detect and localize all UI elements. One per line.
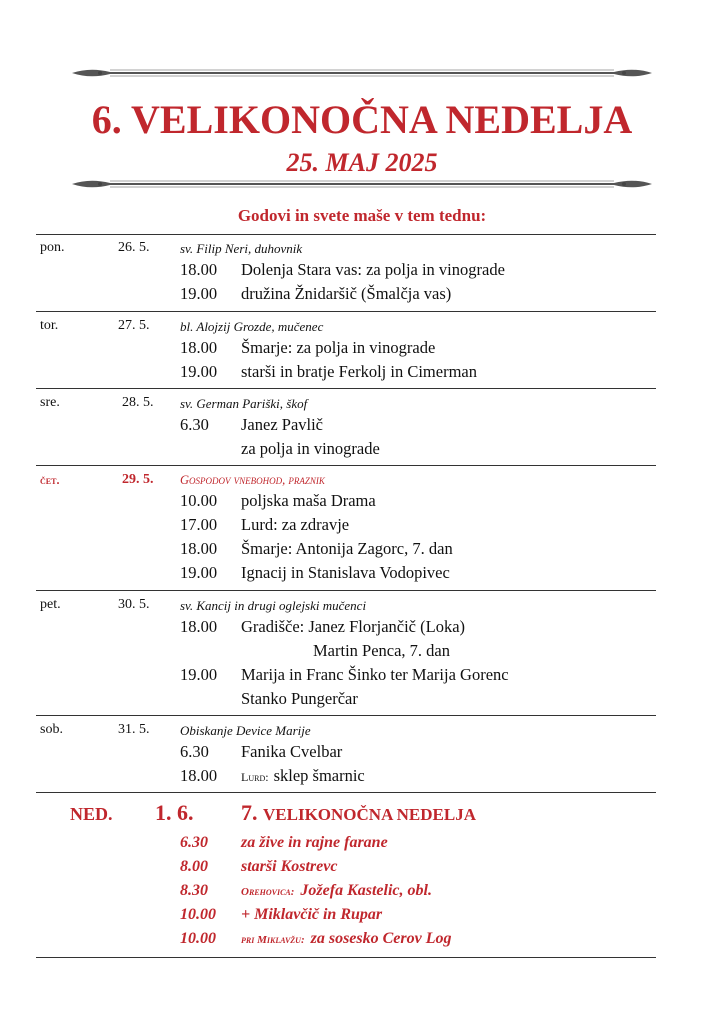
mass-time: 17.00 <box>180 515 218 534</box>
separator-rule <box>36 388 656 389</box>
mass-intention: za polja in vinograde <box>241 439 380 458</box>
mass-intention: Marija in Franc Šinko ter Marija Gorenc <box>241 665 509 684</box>
separator-rule <box>36 792 656 793</box>
mass-intention <box>241 882 432 900</box>
mass-time: 8.00 <box>180 858 208 875</box>
mass-row <box>0 439 724 463</box>
mass-time: 18.00 <box>180 617 218 636</box>
sunday-title <box>241 800 476 826</box>
day-date: 28. 5. <box>122 395 154 410</box>
day-name: pon. <box>40 240 65 255</box>
mass-intention: Gradišče: Janez Florjančič (Loka) <box>241 617 466 636</box>
day-header-wednesday <box>0 395 724 415</box>
mass-row <box>0 491 724 515</box>
ornament-divider-top-icon <box>70 66 654 80</box>
sunday-title-text: VELIKONOČNA NEDELJA <box>263 805 477 824</box>
mass-row <box>0 338 724 362</box>
mass-intention: Dolenja Stara vas: za polja in vinograde <box>241 260 505 279</box>
mass-time: 18.00 <box>180 338 218 357</box>
separator-rule <box>36 957 656 958</box>
saint-of-day: Gospodov vnebohod, praznik <box>180 473 325 487</box>
mass-intention: Martin Penca, 7. dan <box>313 641 451 660</box>
sunday-mass-row <box>0 834 724 858</box>
mass-intention: Šmarje: za polja in vinograde <box>241 338 436 357</box>
day-name: tor. <box>40 318 59 333</box>
sunday-date: 1. 6. <box>155 800 194 825</box>
mass-row <box>0 665 724 689</box>
mass-row <box>0 515 724 539</box>
sunday-header <box>0 800 724 830</box>
mass-intention-text: Jožefa Kastelic, obl. <box>300 882 432 899</box>
day-date: 29. 5. <box>122 472 154 487</box>
mass-time: 19.00 <box>180 665 218 684</box>
mass-row <box>0 539 724 563</box>
mass-intention: Janez Pavlič <box>241 415 324 434</box>
day-header-monday <box>0 240 724 260</box>
mass-intention: Fanika Cvelbar <box>241 742 343 761</box>
mass-time: 6.30 <box>180 742 209 761</box>
day-name: čet. <box>40 473 60 487</box>
separator-rule <box>36 234 656 235</box>
saint-of-day: sv. German Pariški, škof <box>180 396 308 411</box>
mass-intention: Ignacij in Stanislava Vodopivec <box>241 563 450 582</box>
day-header-friday <box>0 597 724 617</box>
page-title: 6. VELIKONOČNA NEDELJA <box>91 97 633 142</box>
sunday-mass-row <box>0 930 724 954</box>
day-header-saturday <box>0 722 724 742</box>
day-date: 30. 5. <box>118 597 150 612</box>
saint-of-day: Obiskanje Device Marije <box>180 723 311 738</box>
saint-of-day: bl. Alojzij Grozde, mučenec <box>180 319 324 334</box>
day-date: 31. 5. <box>118 722 150 737</box>
day-header-tuesday <box>0 318 724 338</box>
mass-time: 10.00 <box>180 491 218 510</box>
saint-of-day: sv. Kancij in drugi oglejski mučenci <box>180 598 367 613</box>
mass-intention: + Miklavčič in Rupar <box>241 906 383 923</box>
mass-row <box>0 260 724 284</box>
sunday-mass-row <box>0 858 724 882</box>
mass-row <box>0 742 724 766</box>
mass-time: 10.00 <box>180 930 216 947</box>
sunday-title-number: 7. <box>241 800 258 825</box>
day-header-thursday <box>0 472 724 492</box>
mass-time: 6.30 <box>180 415 209 434</box>
mass-intention: družina Žnidaršič (Šmalčja vas) <box>241 284 452 303</box>
day-date: 27. 5. <box>118 318 150 333</box>
mass-row <box>0 766 724 790</box>
mass-intention <box>241 930 452 948</box>
mass-row <box>0 362 724 386</box>
sunday-mass-row <box>0 882 724 906</box>
day-name: sob. <box>40 722 63 737</box>
mass-place: Orehovica: <box>241 886 295 898</box>
mass-intention: poljska maša Drama <box>241 491 376 510</box>
mass-intention-text: sklep šmarnic <box>273 766 365 785</box>
mass-time: 18.00 <box>180 766 218 785</box>
mass-intention: za žive in rajne farane <box>241 834 388 851</box>
mass-row <box>0 563 724 587</box>
separator-rule <box>36 465 656 466</box>
mass-intention: starši Kostrevc <box>241 858 338 875</box>
sunday-name: NED. <box>70 804 113 824</box>
mass-time: 10.00 <box>180 906 216 923</box>
mass-row <box>0 415 724 439</box>
mass-intention: Stanko Pungerčar <box>241 689 358 708</box>
mass-place: pri Miklavžu: <box>241 934 305 946</box>
page-date: 25. MAJ 2025 <box>286 148 438 177</box>
mass-time: 18.00 <box>180 260 218 279</box>
mass-time: 8.30 <box>180 882 208 899</box>
separator-rule <box>36 715 656 716</box>
mass-intention <box>241 766 365 786</box>
mass-time: 6.30 <box>180 834 208 851</box>
saint-of-day: sv. Filip Neri, duhovnik <box>180 241 303 256</box>
section-subtitle: Godovi in svete maše v tem tednu: <box>237 206 487 225</box>
mass-place: Lurd: <box>241 770 269 784</box>
mass-intention-text: za sosesko Cerov Log <box>310 930 452 947</box>
day-name: pet. <box>40 597 61 612</box>
mass-intention: Šmarje: Antonija Zagorc, 7. dan <box>241 539 453 558</box>
separator-rule <box>36 311 656 312</box>
mass-time: 18.00 <box>180 539 218 558</box>
separator-rule <box>36 590 656 591</box>
mass-time: 19.00 <box>180 362 218 381</box>
mass-intention: starši in bratje Ferkolj in Cimerman <box>241 362 477 381</box>
mass-time: 19.00 <box>180 563 218 582</box>
mass-time: 19.00 <box>180 284 218 303</box>
mass-row <box>0 617 724 641</box>
mass-row <box>0 284 724 308</box>
mass-row <box>0 689 724 713</box>
day-name: sre. <box>40 395 60 410</box>
sunday-mass-row <box>0 906 724 930</box>
day-date: 26. 5. <box>118 240 150 255</box>
mass-intention: Lurd: za zdravje <box>241 515 350 534</box>
mass-row <box>0 641 724 665</box>
ornament-divider-bottom-icon <box>70 177 654 191</box>
